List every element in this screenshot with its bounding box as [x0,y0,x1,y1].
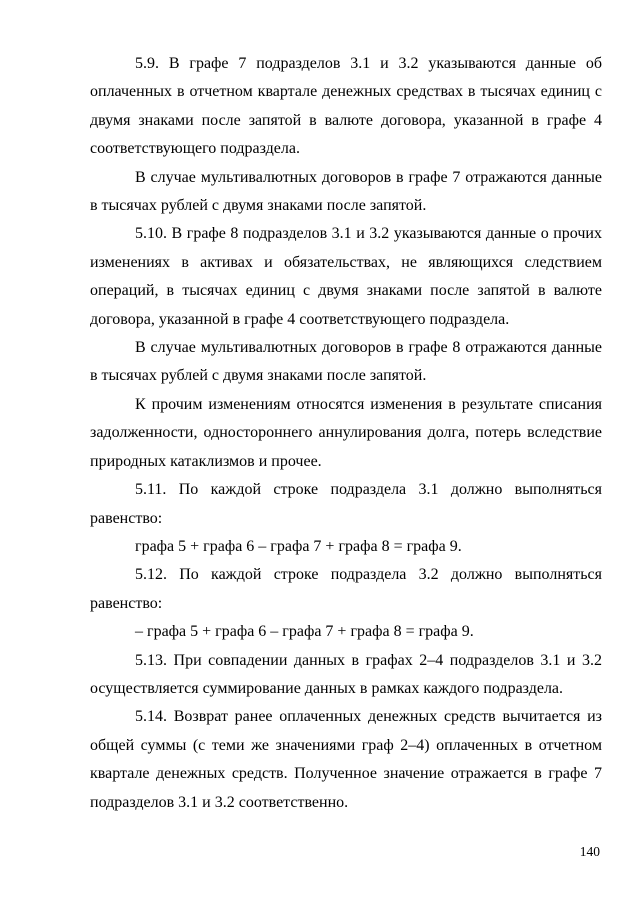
paragraph-multicurrency-7: В случае мультивалютных договоров в графе 7 отражаются данные в тысячах рублей с двумя знаками после запятой. [90,168,602,215]
paragraph-5-14: 5.14. Возврат ранее оплаченных денежных средств вычитается из общей суммы (с теми же значениями граф 2–4) оплаченных в отчетном квартале денежных средств. Полученное значение отражается в графе 7 подразделов 3.1 и 3.2 соответственно. [90,708,602,811]
page-number: 140 [579,844,600,859]
paragraph-5-13: 5.13. При совпадении данных в графах 2–4 подразделов 3.1 и 3.2 осуществляется суммирование данных в рамках каждого подраздела. [90,651,602,697]
equation-5-12: – графа 5 + графа 6 – графа 7 + графа 8 = графа 9. [135,623,474,641]
paragraph-5-11: 5.11. По каждой строке подраздела 3.1 должно выполняться равенство: [90,481,602,527]
paragraph-multicurrency-8: В случае мультивалютных договоров в графе 8 отражаются данные в тысячах рублей с двумя знаками после запятой. [90,339,602,385]
paragraph-5-9: 5.9. В графе 7 подразделов 3.1 и 3.2 указываются данные об оплаченных в отчетном квартале денежных средствах в тысячах единиц с двумя знаками после запятой в валюте договора, указанной в графе 4 соответствующего подраздела. [90,55,602,158]
paragraph-5-10: 5.10. В графе 8 подразделов 3.1 и 3.2 указываются данные о прочих изменениях в активах и обязательствах, не являющихся следствием операций, в тысячах единиц с двумя знаками после запятой в валюте договора, указанной в графе 4 соответствующего подраздела. [90,225,602,328]
equation-5-11: графа 5 + графа 6 – графа 7 + графа 8 = графа 9. [135,537,462,555]
document-page [90,50,602,817]
paragraph-5-12: 5.12. По каждой строке подраздела 3.2 должно выполняться равенство: [90,566,602,612]
paragraph-other-changes: К прочим изменениям относятся изменения в результате списания задолженности, одностороннего аннулирования долга, потерь вследствие природных катаклизмов и прочее. [90,395,602,470]
